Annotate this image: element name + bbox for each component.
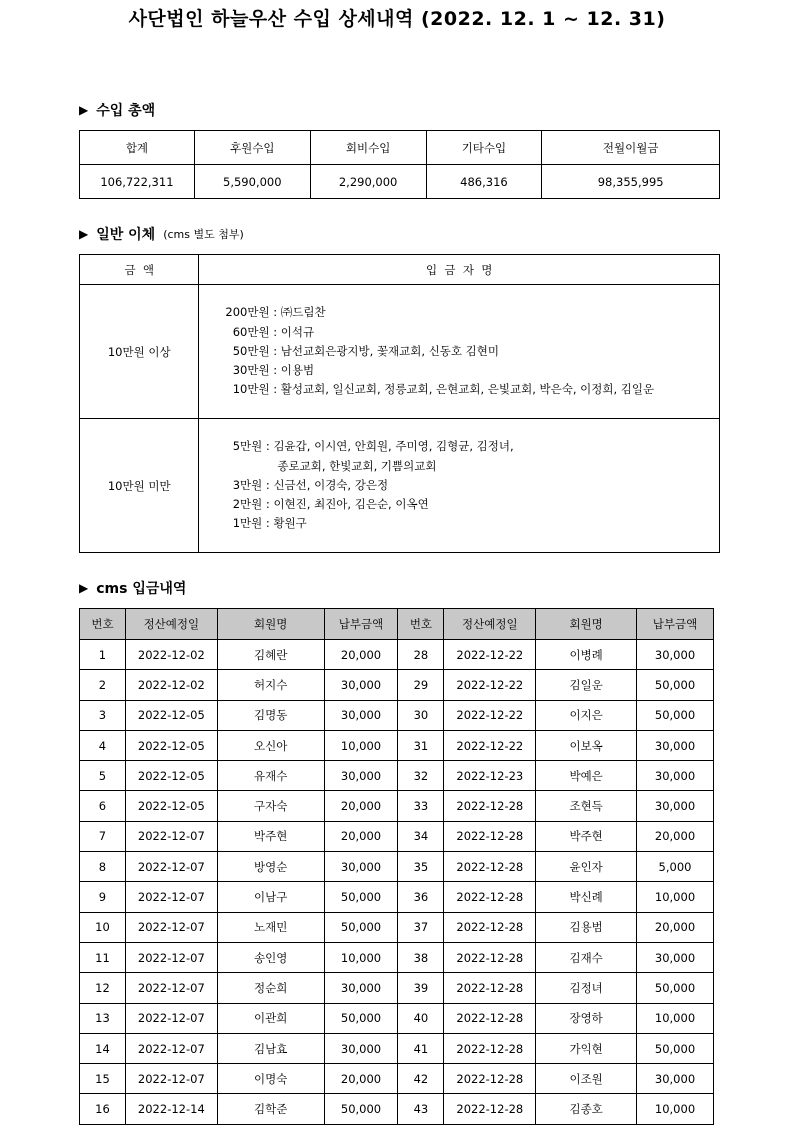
table-cell: 2022-12-07 — [125, 973, 217, 1003]
table-cell: 30,000 — [324, 761, 398, 791]
general-group-names — [199, 419, 720, 553]
general-heading-note: (cms 별도 첨부) — [163, 228, 244, 241]
summary-header-cell: 후원수입 — [194, 131, 310, 165]
donor-line: 60만원 : 이석규 — [225, 324, 315, 339]
table-cell: 10,000 — [637, 1003, 714, 1033]
general-group-row — [80, 285, 720, 419]
table-row — [80, 730, 714, 760]
table-row — [80, 882, 714, 912]
table-cell: 5,000 — [637, 852, 714, 882]
table-row — [80, 761, 714, 791]
table-cell: 김혜란 — [217, 640, 324, 670]
table-cell: 2022-12-02 — [125, 670, 217, 700]
table-cell: 2022-12-28 — [444, 973, 536, 1003]
table-cell: 35 — [398, 852, 444, 882]
table-cell: 10,000 — [637, 1094, 714, 1124]
cms-header-cell: 회원명 — [536, 609, 637, 640]
table-cell: 10,000 — [637, 882, 714, 912]
table-cell: 2022-12-14 — [125, 1094, 217, 1124]
table-cell: 30,000 — [637, 640, 714, 670]
table-cell: 50,000 — [324, 912, 398, 942]
table-cell: 2022-12-28 — [444, 821, 536, 851]
table-cell: 2022-12-07 — [125, 1064, 217, 1094]
table-cell: 김재수 — [536, 942, 637, 972]
table-cell: 2022-12-28 — [444, 852, 536, 882]
table-cell: 2022-12-22 — [444, 640, 536, 670]
summary-header-cell: 합계 — [80, 131, 195, 165]
cms-header-cell: 번호 — [398, 609, 444, 640]
table-row — [80, 821, 714, 851]
table-row — [80, 791, 714, 821]
table-row — [80, 912, 714, 942]
table-cell: 이보옥 — [536, 730, 637, 760]
table-cell: 30,000 — [637, 791, 714, 821]
table-cell: 30,000 — [324, 700, 398, 730]
cms-header-cell: 정산예정일 — [444, 609, 536, 640]
table-cell: 2022-12-28 — [444, 882, 536, 912]
table-row — [80, 1003, 714, 1033]
summary-value-row — [80, 165, 720, 199]
table-cell: 20,000 — [324, 791, 398, 821]
table-cell: 2022-12-07 — [125, 1033, 217, 1063]
table-cell: 가익현 — [536, 1033, 637, 1063]
donor-line: 200만원 : ㈜드림찬 — [225, 305, 326, 320]
table-cell: 김종호 — [536, 1094, 637, 1124]
table-cell: 10,000 — [324, 730, 398, 760]
summary-header-cell: 전월이월금 — [542, 131, 720, 165]
table-cell: 이조원 — [536, 1064, 637, 1094]
table-cell: 2022-12-28 — [444, 942, 536, 972]
table-cell: 김정녀 — [536, 973, 637, 1003]
table-cell: 33 — [398, 791, 444, 821]
table-cell: 42 — [398, 1064, 444, 1094]
table-cell: 2022-12-02 — [125, 640, 217, 670]
table-cell: 2022-12-22 — [444, 730, 536, 760]
triangle-right-icon: ▶ — [79, 103, 89, 117]
table-cell: 노재민 — [217, 912, 324, 942]
table-cell: 2022-12-07 — [125, 912, 217, 942]
table-cell: 39 — [398, 973, 444, 1003]
table-cell: 김남효 — [217, 1033, 324, 1063]
table-cell: 1 — [80, 640, 126, 670]
table-cell: 구자숙 — [217, 791, 324, 821]
table-cell: 김일운 — [536, 670, 637, 700]
table-cell: 32 — [398, 761, 444, 791]
general-names-header: 입 금 자 명 — [199, 255, 720, 285]
table-cell: 김용범 — [536, 912, 637, 942]
table-cell: 50,000 — [637, 670, 714, 700]
table-row — [80, 1064, 714, 1094]
table-cell: 20,000 — [637, 821, 714, 851]
table-cell: 2022-12-07 — [125, 882, 217, 912]
table-row — [80, 1033, 714, 1063]
summary-value-cell: 106,722,311 — [80, 165, 195, 199]
table-cell: 이지은 — [536, 700, 637, 730]
table-cell: 송인영 — [217, 942, 324, 972]
cms-header-cell: 정산예정일 — [125, 609, 217, 640]
table-cell: 12 — [80, 973, 126, 1003]
general-group-label: 10만원 이상 — [80, 285, 199, 419]
table-cell: 김명동 — [217, 700, 324, 730]
table-cell: 박신례 — [536, 882, 637, 912]
table-cell: 50,000 — [637, 973, 714, 1003]
table-cell: 30,000 — [324, 1033, 398, 1063]
table-cell: 31 — [398, 730, 444, 760]
page-title: 사단법인 하늘우산 수입 상세내역 (2022. 12. 1 ~ 12. 31) — [128, 8, 666, 30]
donor-line: 5만원 : 김윤갑, 이시연, 안희원, 주미영, 김형균, 김정녀, — [225, 439, 514, 454]
table-row — [80, 852, 714, 882]
table-cell: 43 — [398, 1094, 444, 1124]
general-transfer-table — [79, 254, 720, 553]
table-cell: 4 — [80, 730, 126, 760]
table-row — [80, 973, 714, 1003]
table-cell: 30,000 — [637, 761, 714, 791]
table-cell: 9 — [80, 882, 126, 912]
table-cell: 30,000 — [324, 852, 398, 882]
table-cell: 2022-12-28 — [444, 1033, 536, 1063]
table-cell: 50,000 — [637, 700, 714, 730]
general-group-names — [199, 285, 720, 419]
table-row — [80, 942, 714, 972]
table-row — [80, 670, 714, 700]
summary-table — [79, 130, 720, 199]
table-cell: 2022-12-22 — [444, 670, 536, 700]
cms-header-cell: 납부금액 — [324, 609, 398, 640]
summary-header-row — [80, 131, 720, 165]
table-cell: 조현득 — [536, 791, 637, 821]
table-cell: 2022-12-05 — [125, 791, 217, 821]
summary-value-cell: 2,290,000 — [310, 165, 426, 199]
summary-value-cell: 98,355,995 — [542, 165, 720, 199]
general-section-heading — [79, 224, 244, 244]
table-cell: 50,000 — [324, 882, 398, 912]
table-cell: 이명숙 — [217, 1064, 324, 1094]
table-row — [80, 1094, 714, 1124]
summary-section-heading — [79, 100, 155, 120]
cms-header-cell: 번호 — [80, 609, 126, 640]
summary-header-cell: 회비수입 — [310, 131, 426, 165]
donor-line: 10만원 : 활성교회, 일신교회, 정릉교회, 은현교회, 은빛교회, 박은숙, 이정희, 김일운 — [225, 382, 655, 397]
table-cell: 38 — [398, 942, 444, 972]
table-row — [80, 700, 714, 730]
general-group-row — [80, 419, 720, 553]
table-cell: 6 — [80, 791, 126, 821]
table-cell: 40 — [398, 1003, 444, 1033]
general-group-label: 10만원 미만 — [80, 419, 199, 553]
table-cell: 2022-12-22 — [444, 700, 536, 730]
table-cell: 10 — [80, 912, 126, 942]
table-cell: 20,000 — [324, 640, 398, 670]
table-cell: 2022-12-28 — [444, 912, 536, 942]
summary-header-cell: 기타수입 — [426, 131, 542, 165]
table-cell: 50,000 — [637, 1033, 714, 1063]
table-cell: 2022-12-07 — [125, 1003, 217, 1033]
general-heading-text: 일반 이체 — [96, 227, 156, 243]
table-cell: 이관희 — [217, 1003, 324, 1033]
general-amount-header: 금 액 — [80, 255, 199, 285]
summary-value-cell: 486,316 — [426, 165, 542, 199]
table-cell: 허지수 — [217, 670, 324, 700]
table-cell: 윤인자 — [536, 852, 637, 882]
cms-section-heading — [79, 578, 186, 598]
table-cell: 박주현 — [536, 821, 637, 851]
donor-line: 1만원 : 황원구 — [225, 516, 307, 531]
cms-header-row — [80, 609, 714, 640]
table-cell: 14 — [80, 1033, 126, 1063]
table-cell: 36 — [398, 882, 444, 912]
summary-heading-text: 수입 총액 — [96, 103, 156, 119]
table-cell: 28 — [398, 640, 444, 670]
table-cell: 16 — [80, 1094, 126, 1124]
table-cell: 5 — [80, 761, 126, 791]
table-cell: 2022-12-28 — [444, 1094, 536, 1124]
table-cell: 30 — [398, 700, 444, 730]
table-row — [80, 640, 714, 670]
table-cell: 10,000 — [324, 942, 398, 972]
triangle-right-icon: ▶ — [79, 227, 89, 241]
table-cell: 2022-12-07 — [125, 821, 217, 851]
cms-heading-text: cms 입금내역 — [96, 581, 187, 597]
table-cell: 2022-12-28 — [444, 1064, 536, 1094]
table-cell: 이남구 — [217, 882, 324, 912]
table-cell: 37 — [398, 912, 444, 942]
table-cell: 50,000 — [324, 1094, 398, 1124]
table-cell: 20,000 — [324, 1064, 398, 1094]
summary-value-cell: 5,590,000 — [194, 165, 310, 199]
table-cell: 30,000 — [324, 670, 398, 700]
table-cell: 3 — [80, 700, 126, 730]
table-cell: 2022-12-05 — [125, 730, 217, 760]
table-cell: 8 — [80, 852, 126, 882]
table-cell: 2022-12-07 — [125, 852, 217, 882]
table-cell: 30,000 — [637, 942, 714, 972]
cms-table-body — [80, 640, 714, 1125]
table-cell: 오신아 — [217, 730, 324, 760]
general-header-row — [80, 255, 720, 285]
table-cell: 방영순 — [217, 852, 324, 882]
table-cell: 장영하 — [536, 1003, 637, 1033]
table-cell: 30,000 — [324, 973, 398, 1003]
cms-deposit-table — [79, 608, 714, 1125]
table-cell: 15 — [80, 1064, 126, 1094]
table-cell: 2022-12-28 — [444, 791, 536, 821]
donor-line: 50만원 : 남선교회은광지방, 꽃재교회, 신동호 김현미 — [225, 343, 500, 358]
table-cell: 13 — [80, 1003, 126, 1033]
table-cell: 유재수 — [217, 761, 324, 791]
donor-line: 30만원 : 이용범 — [225, 363, 315, 378]
table-cell: 김학준 — [217, 1094, 324, 1124]
table-cell: 29 — [398, 670, 444, 700]
table-cell: 2022-12-07 — [125, 942, 217, 972]
table-cell: 7 — [80, 821, 126, 851]
table-cell: 11 — [80, 942, 126, 972]
table-cell: 2 — [80, 670, 126, 700]
table-cell: 2022-12-28 — [444, 1003, 536, 1033]
donor-line: 3만원 : 신금선, 이경숙, 강은정 — [225, 477, 389, 492]
table-cell: 2022-12-05 — [125, 761, 217, 791]
table-cell: 20,000 — [324, 821, 398, 851]
cms-header-cell: 납부금액 — [637, 609, 714, 640]
table-cell: 2022-12-05 — [125, 700, 217, 730]
table-cell: 50,000 — [324, 1003, 398, 1033]
table-cell: 30,000 — [637, 730, 714, 760]
table-cell: 박예은 — [536, 761, 637, 791]
table-cell: 34 — [398, 821, 444, 851]
table-cell: 이병례 — [536, 640, 637, 670]
table-cell: 30,000 — [637, 1064, 714, 1094]
donor-line: 2만원 : 이현진, 최진아, 김은순, 이옥연 — [225, 497, 429, 512]
table-cell: 20,000 — [637, 912, 714, 942]
donor-line: 종로교회, 한빛교회, 기쁨의교회 — [277, 458, 437, 473]
table-cell: 2022-12-23 — [444, 761, 536, 791]
table-cell: 41 — [398, 1033, 444, 1063]
triangle-right-icon: ▶ — [79, 581, 89, 595]
table-cell: 정순희 — [217, 973, 324, 1003]
table-cell: 박주현 — [217, 821, 324, 851]
cms-header-cell: 회원명 — [217, 609, 324, 640]
